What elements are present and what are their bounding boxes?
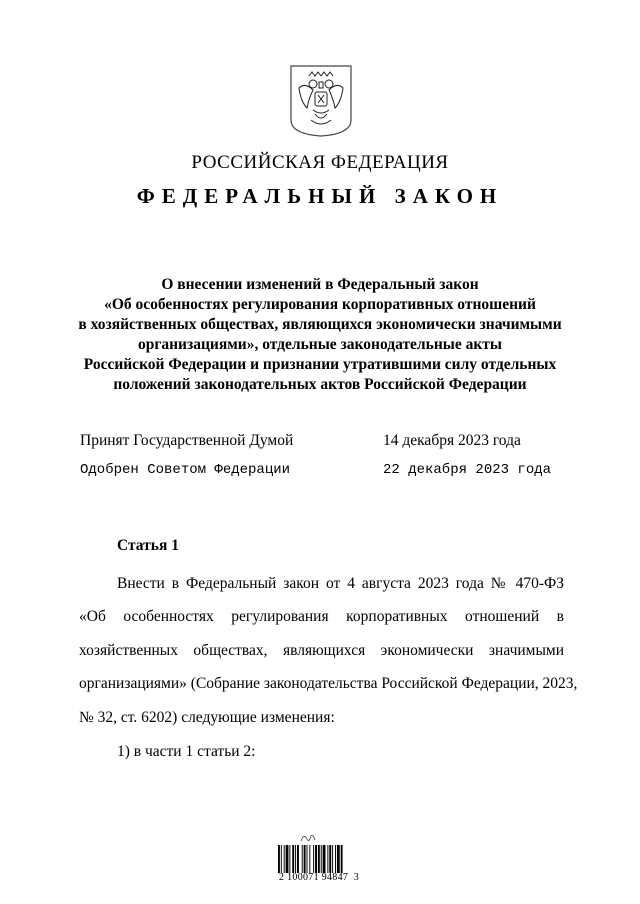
law-title-line: Российской Федерации и признании утратившими силу отдельных — [83, 356, 557, 373]
barcode-bar — [332, 845, 333, 873]
article-paragraph-line: организациями» (Собрание законодательства Российской Федерации, 2023, — [79, 675, 578, 692]
council-approval-date: 22 декабря 2023 года — [383, 462, 552, 478]
coat-of-arms-emblem — [289, 64, 353, 138]
barcode-bar — [284, 845, 285, 873]
barcode-bar — [281, 845, 282, 873]
barcode — [278, 845, 366, 873]
barcode-bar — [318, 845, 320, 873]
barcode-bar — [327, 845, 328, 873]
article-heading: Статья 1 — [117, 537, 179, 554]
article-paragraph-line: «Об особенностях регулирования корпоративных отношений в — [79, 608, 564, 625]
barcode-bar — [329, 845, 331, 873]
article-paragraph-line: хозяйственных обществах, являющихся экономически значимыми — [79, 642, 564, 659]
barcode-bar — [307, 845, 308, 873]
barcode-bar — [337, 845, 340, 873]
law-title-line: организациями», отдельные законодательные акты — [137, 336, 503, 353]
barcode-bar — [309, 845, 310, 873]
law-title-line: О внесении изменений в Федеральный закон — [161, 276, 479, 293]
barcode-bar — [297, 845, 299, 873]
council-approval-label: Одобрен Советом Федерации — [80, 462, 291, 478]
barcode-bar — [315, 845, 317, 873]
law-title — [0, 275, 640, 395]
law-type-heading: ФЕДЕРАЛЬНЫЙ ЗАКОН — [136, 184, 504, 208]
law-title-line: в хозяйственных обществах, являющихся экономически значимыми — [78, 316, 562, 333]
barcode-bar — [313, 845, 314, 873]
barcode-bar — [302, 845, 303, 873]
article-paragraph-line: Внести в Федеральный закон от 4 августа 2023 года № 470-ФЗ — [117, 575, 564, 592]
barcode-bar — [292, 845, 294, 873]
barcode-bar — [289, 845, 290, 873]
barcode-bar — [321, 845, 322, 873]
barcode-bar — [278, 845, 280, 873]
barcode-bar — [341, 845, 343, 873]
barcode-bar — [295, 845, 296, 873]
article-paragraph-line: № 32, ст. 6202) следующие изменения: — [79, 709, 335, 726]
barcode-number: 2 100071 94847 3 — [279, 872, 360, 883]
law-title-line: «Об особенностях регулирования корпоративных отношений — [104, 296, 536, 313]
barcode-bar — [335, 845, 336, 873]
barcode-bar — [286, 845, 289, 873]
duma-adoption-date: 14 декабря 2023 года — [383, 432, 521, 449]
article-item: 1) в части 1 статьи 2: — [117, 743, 256, 760]
signature-mark — [300, 833, 316, 843]
barcode-bar — [304, 845, 306, 873]
duma-adoption-label: Принят Государственной Думой — [80, 432, 294, 449]
country-heading: РОССИЙСКАЯ ФЕДЕРАЦИЯ — [191, 152, 449, 173]
barcode-bar — [323, 845, 326, 873]
law-title-line: положений законодательных актов Российской Федерации — [113, 376, 527, 393]
